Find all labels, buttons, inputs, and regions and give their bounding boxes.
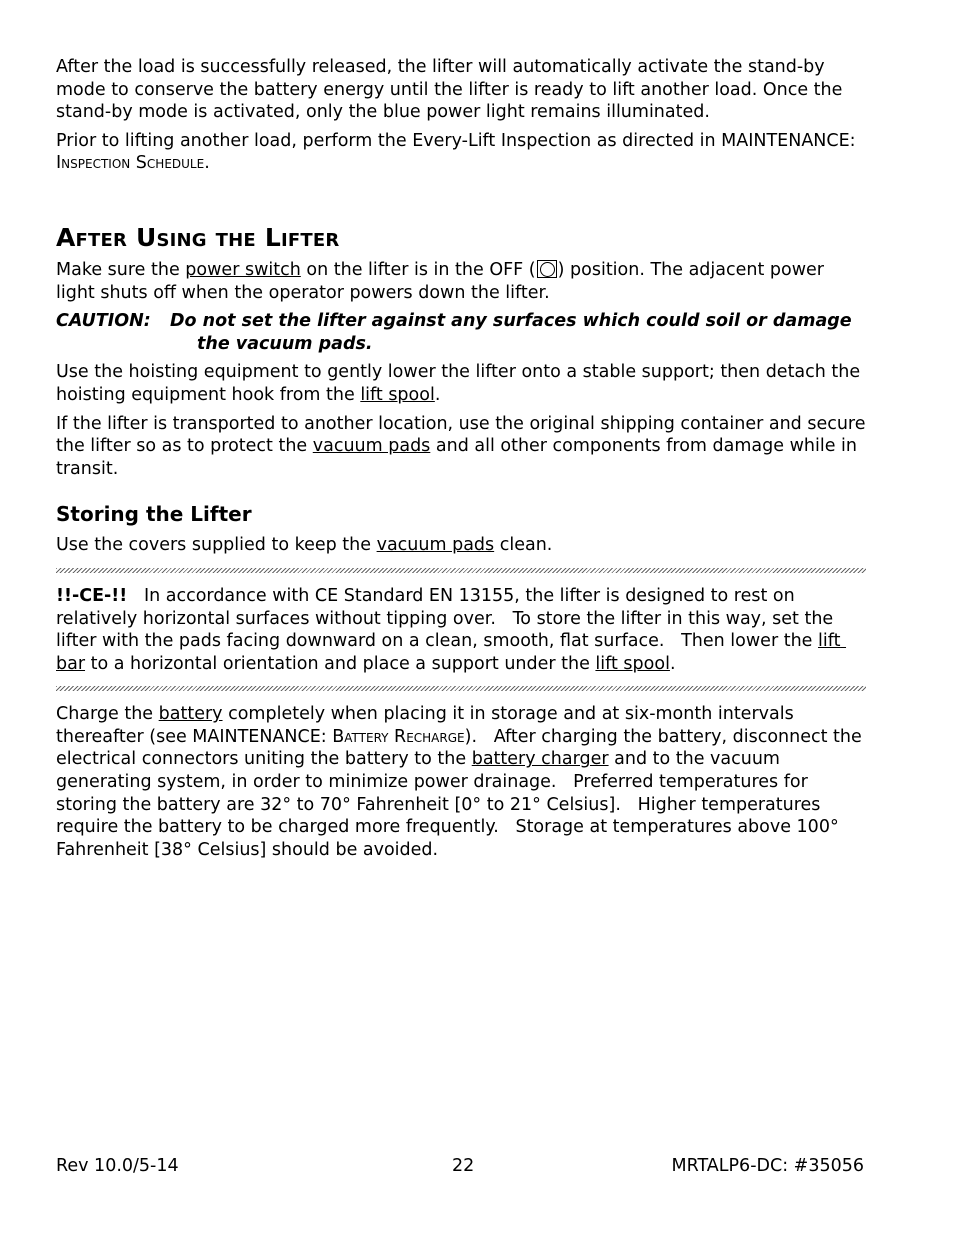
covers-text: Use the covers supplied to keep the	[56, 535, 377, 556]
power-text-end: ) position. The adjacent power light shuts off when the operator powers down the lifter.	[56, 259, 824, 303]
ce-text-end: .	[669, 653, 676, 674]
battery-text-end: and to the vacuum generating system, in order to minimize power drainage. Preferred temperatures for storing the battery are 32° to 70° Fahrenheit [0° to 21° Celsius]. Higher temperatures require the battery to be charged more frequently. Storage at temperatures above 100° Fahrenheit [38° Celsius] should be avoided.	[56, 749, 845, 860]
caution-text: Do not set the lifter against any surfaces which could soil or damage the vacuum pads.	[170, 311, 852, 354]
off-position-icon	[537, 260, 557, 278]
ce-divider-bottom	[56, 686, 866, 691]
battery-text-mid-2: ). After charging the battery, disconnect the electrical connectors uniting the battery to the	[56, 726, 868, 770]
hoist-text-end: .	[434, 384, 441, 405]
intro-text-1: After the load is successfully released, the lifter will automatically activate the stand-by mode to conserve the battery energy until the lifter is ready to lift another load. Once the stand-by mode is activated, only the blue power light remains illuminated.	[56, 57, 843, 123]
battery-recharge-reference: Battery Recharge	[332, 726, 465, 747]
subheading-storing: Storing the Lifter	[56, 502, 252, 527]
transport-text: If the lifter is transported to another location, use the original shipping container and secure the lifter so as to protect the	[56, 413, 866, 457]
intro-paragraph-1	[56, 56, 866, 124]
power-switch-term: power switch	[185, 259, 301, 280]
lift-spool-term-2: lift spool	[595, 653, 670, 674]
section-heading-after-using: After Using the Lifter	[56, 222, 340, 252]
power-text-start: Make sure the	[56, 259, 186, 280]
transport-text-end: and all other components from damage while in transit.	[56, 436, 857, 479]
inspection-schedule-reference: Inspection Schedule	[56, 153, 205, 174]
battery-charger-term: battery charger	[471, 749, 609, 770]
intro-text-2-end: .	[204, 153, 210, 174]
lift-bar-term: lift bar	[56, 631, 847, 674]
ce-paragraph	[56, 585, 866, 675]
ce-text-mid: to a horizontal orientation and place a support under the	[85, 653, 596, 674]
intro-text-2: Prior to lifting another load, perform the Every-Lift Inspection as directed in MAINTENANCE:	[56, 130, 856, 151]
page-number: 22	[452, 1156, 475, 1176]
power-text-mid: on the lifter is in the OFF (	[300, 259, 536, 280]
covers-paragraph	[56, 534, 866, 557]
caution-label: CAUTION:	[56, 311, 151, 332]
revision-label: Rev 10.0/5-14	[56, 1156, 179, 1176]
battery-text-start: Charge the	[56, 704, 159, 725]
transport-paragraph	[56, 413, 866, 481]
battery-text-mid-1: completely when placing it in storage and at six-month intervals thereafter (see MAINTENANCE:	[56, 704, 800, 747]
ce-label: !!-CE-!!	[56, 585, 128, 606]
hoist-text: Use the hoisting equipment to gently lower the lifter onto a stable support; then detach the hoisting equipment hook from the	[56, 362, 861, 405]
intro-paragraph-2	[56, 130, 866, 175]
covers-text-end: clean.	[494, 535, 553, 556]
lift-spool-term: lift spool	[360, 384, 435, 405]
hoist-paragraph	[56, 361, 866, 406]
document-id: MRTALP6-DC: #35056	[671, 1156, 864, 1176]
vacuum-pads-term: vacuum pads	[312, 436, 431, 457]
document-page	[56, 56, 866, 867]
caution-note	[56, 310, 866, 355]
battery-term: battery	[158, 704, 223, 725]
power-switch-paragraph	[56, 259, 866, 304]
ce-text-start: In accordance with CE Standard EN 13155, the lifter is designed to rest on relatively horizontal surfaces without tipping over. To store the lifter in this way, set the lifter with the pads facing downward on a clean, smooth, flat surface. Then lower the	[56, 585, 839, 652]
vacuum-pads-term-2: vacuum pads	[376, 535, 495, 556]
ce-divider-top	[56, 568, 866, 573]
battery-paragraph	[56, 703, 866, 861]
